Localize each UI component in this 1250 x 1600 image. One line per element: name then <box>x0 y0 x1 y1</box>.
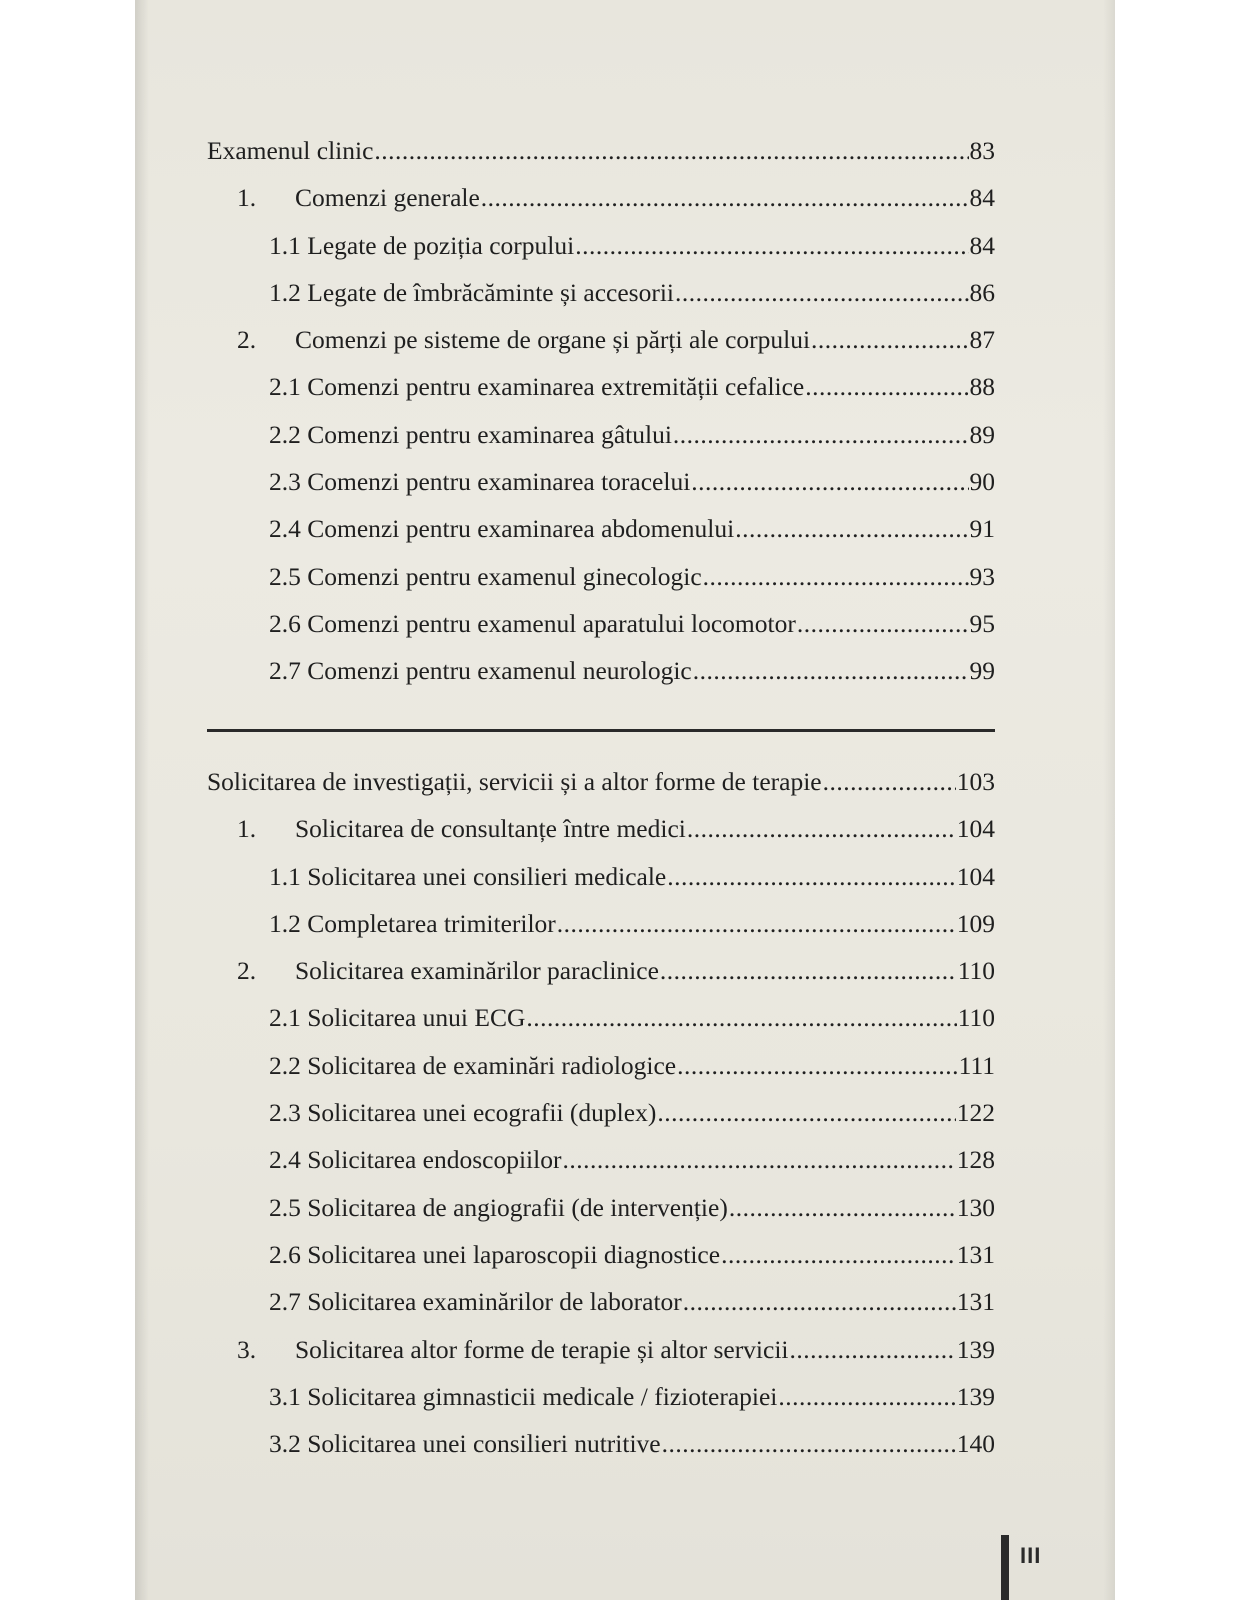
toc-dot-leader <box>526 1003 956 1033</box>
toc-entry-title: Comenzi pe sisteme de organe și părți ale corpului <box>295 325 811 355</box>
toc-entry <box>207 514 995 561</box>
toc-entry-page: 83 <box>969 136 995 165</box>
toc-dot-leader <box>687 814 956 844</box>
toc-dot-leader <box>703 562 969 592</box>
toc-entry <box>207 956 995 1003</box>
toc-entry-title: 1.1 Solicitarea unei consilieri medicale <box>269 861 667 891</box>
toc-dot-leader <box>481 183 969 213</box>
toc-entry-title: 2.2 Comenzi pentru examinarea gâtului <box>269 419 672 449</box>
toc-entry <box>207 1193 995 1240</box>
toc-entry-number: 3. <box>237 1334 257 1364</box>
toc-dot-leader <box>683 1287 956 1317</box>
toc-entry-page: 93 <box>969 561 995 591</box>
toc-entry <box>207 562 995 609</box>
page-number-bar <box>1001 1535 1009 1600</box>
toc-entry-page: 95 <box>969 608 995 638</box>
toc-entry <box>207 862 995 909</box>
toc-entry <box>207 909 995 956</box>
toc-entry-title: 1.2 Completarea trimiterilor <box>269 908 556 938</box>
toc-entry-title: 3.2 Solicitarea unei consilieri nutritive <box>269 1429 661 1459</box>
toc-dot-leader <box>729 1193 956 1223</box>
toc-entry-page: 130 <box>956 1192 995 1222</box>
page-edge-shadow <box>1103 0 1115 1600</box>
toc-entry-page: 103 <box>956 767 995 796</box>
toc-entry <box>207 467 995 514</box>
toc-entry-page: 90 <box>969 467 995 497</box>
toc-entry-page: 99 <box>969 656 995 686</box>
toc-entry <box>207 136 995 183</box>
toc-entry-page: 111 <box>958 1050 995 1080</box>
toc-dot-leader <box>374 136 968 166</box>
toc-entry-title: 2.6 Comenzi pentru examenul aparatului locomotor <box>269 608 796 638</box>
toc-entry <box>207 372 995 419</box>
toc-entry-number: 2. <box>237 325 257 355</box>
toc-section-solicitarea <box>207 767 995 1476</box>
toc-entry-title: 2.6 Solicitarea unei laparoscopii diagnostice <box>269 1239 721 1269</box>
toc-entry <box>207 609 995 656</box>
page-number: III <box>1020 1543 1042 1568</box>
toc-entry-title: 2.4 Solicitarea endoscopiilor <box>269 1145 562 1175</box>
toc-entry <box>207 183 995 230</box>
toc-entry <box>207 1003 995 1050</box>
toc-entry <box>207 325 995 372</box>
toc-entry-title: 2.4 Comenzi pentru examinarea abdomenului <box>269 514 735 544</box>
toc-entry-page: 109 <box>956 908 995 938</box>
toc-entry-title: 1.1 Legate de poziția corpului <box>269 230 575 260</box>
toc-entry-page: 110 <box>957 956 995 986</box>
toc-entry-number: 1. <box>237 814 257 844</box>
toc-entry-page: 88 <box>969 372 995 402</box>
toc-entry <box>207 278 995 325</box>
toc-dot-leader <box>667 862 956 892</box>
toc-entry <box>207 1335 995 1382</box>
toc-entry <box>207 1287 995 1334</box>
toc-entry <box>207 767 995 814</box>
toc-dot-leader <box>735 514 968 544</box>
toc-entry-page: 104 <box>956 814 995 844</box>
toc-entry-page: 110 <box>957 1003 995 1033</box>
toc-dot-leader <box>790 1335 956 1365</box>
toc-dot-leader <box>805 372 968 402</box>
toc-entry <box>207 1429 995 1476</box>
toc-entry-title: 2.7 Comenzi pentru examenul neurologic <box>269 656 692 686</box>
toc-dot-leader <box>693 656 969 686</box>
toc-entry-title: Examenul clinic <box>207 136 374 165</box>
toc-entry-page: 131 <box>956 1239 995 1269</box>
toc-dot-leader <box>557 909 956 939</box>
toc-entry-number: 2. <box>237 956 257 986</box>
toc-entry-title: Solicitarea examinărilor paraclinice <box>295 956 659 986</box>
toc-dot-leader <box>691 467 968 497</box>
toc-entry-page: 140 <box>956 1429 995 1459</box>
toc-entry <box>207 231 995 278</box>
toc-entry-title: 3.1 Solicitarea gimnasticii medicale / fizioterapiei <box>269 1381 778 1411</box>
page-gutter-shadow <box>135 0 149 1600</box>
toc-entry-page: 91 <box>969 514 995 544</box>
toc-entry-page: 139 <box>956 1381 995 1411</box>
toc-section-examenul-clinic <box>207 136 995 704</box>
toc-entry-page: 131 <box>956 1287 995 1317</box>
toc-dot-leader <box>721 1240 956 1270</box>
toc-entry-page: 86 <box>969 277 995 307</box>
toc-entry-page: 89 <box>969 419 995 449</box>
toc-dot-leader <box>662 1429 956 1459</box>
toc-entry-title: 2.1 Comenzi pentru examinarea extremității cefalice <box>269 372 805 402</box>
toc-dot-leader <box>677 1051 958 1081</box>
toc-entry-title: 2.3 Solicitarea unei ecografii (duplex) <box>269 1098 657 1128</box>
section-divider <box>207 729 995 732</box>
toc-entry-page: 128 <box>956 1145 995 1175</box>
toc-entry <box>207 656 995 703</box>
toc-entry <box>207 1382 995 1429</box>
toc-dot-leader <box>797 609 969 639</box>
toc-entry-title: Solicitarea de consultanțe între medici <box>295 814 686 844</box>
toc-dot-leader <box>778 1382 955 1412</box>
toc-dot-leader <box>673 420 969 450</box>
toc-entry <box>207 1051 995 1098</box>
toc-entry-title: 2.5 Solicitarea de angiografii (de intervenție) <box>269 1192 728 1222</box>
toc-dot-leader <box>660 956 957 986</box>
toc-dot-leader <box>811 325 968 355</box>
toc-dot-leader <box>575 231 968 261</box>
toc-entry <box>207 420 995 467</box>
toc-entry <box>207 1098 995 1145</box>
toc-entry <box>207 1240 995 1287</box>
toc-entry-page: 122 <box>956 1098 995 1128</box>
toc-entry-page: 87 <box>969 325 995 355</box>
toc-entry-number: 1. <box>237 183 257 213</box>
toc-entry-title: 2.3 Comenzi pentru examinarea toracelui <box>269 467 691 497</box>
toc-entry-page: 84 <box>969 230 995 260</box>
toc-dot-leader <box>562 1145 955 1175</box>
toc-entry <box>207 814 995 861</box>
toc-entry-title: Solicitarea de investigații, servicii și a altor forme de terapie <box>207 767 822 796</box>
toc-entry-title: 2.1 Solicitarea unui ECG <box>269 1003 526 1033</box>
toc-entry-title: Comenzi generale <box>295 183 480 213</box>
toc-entry-title: 2.7 Solicitarea examinărilor de laborator <box>269 1287 682 1317</box>
book-page <box>135 0 1115 1600</box>
toc-entry-title: 2.5 Comenzi pentru examenul ginecologic <box>269 561 702 591</box>
toc-entry <box>207 1145 995 1192</box>
toc-dot-leader <box>675 278 969 308</box>
toc-entry-page: 139 <box>956 1334 995 1364</box>
toc-entry-page: 104 <box>956 861 995 891</box>
toc-dot-leader <box>657 1098 955 1128</box>
toc-entry-title: Solicitarea altor forme de terapie și altor servicii <box>295 1334 789 1364</box>
toc-dot-leader <box>823 767 956 797</box>
toc-entry-title: 1.2 Legate de îmbrăcăminte și accesorii <box>269 277 674 307</box>
toc-entry-page: 84 <box>969 183 995 213</box>
toc-entry-title: 2.2 Solicitarea de examinări radiologice <box>269 1050 677 1080</box>
